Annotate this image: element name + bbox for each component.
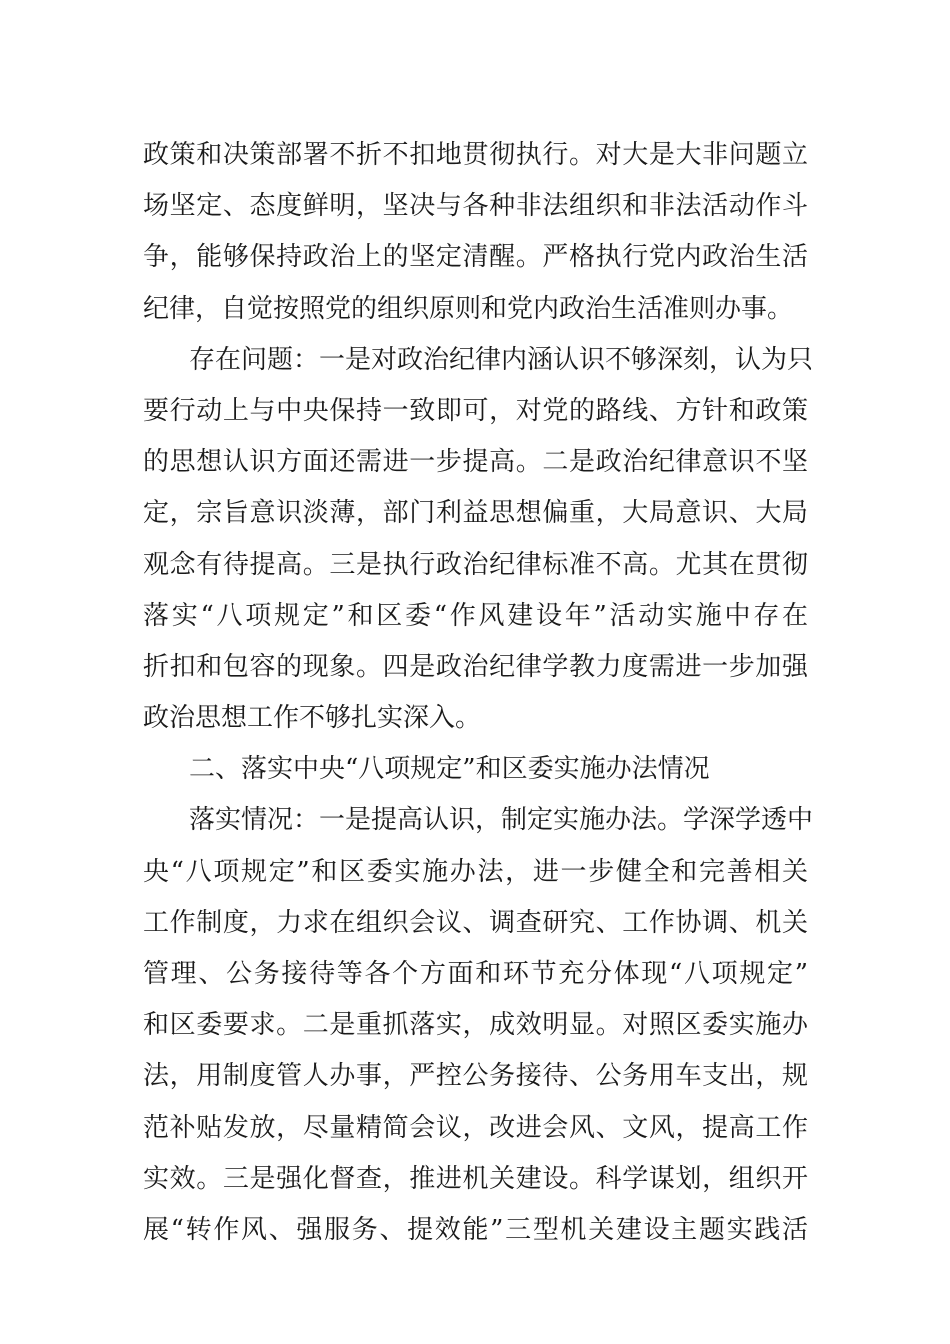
- text-line: 范补贴发放，尽量精简会议，改进会风、文风，提高工作: [143, 1112, 808, 1143]
- text-line: 实效。三是强化督查，推进机关建设。科学谋划，组织开: [143, 1163, 808, 1194]
- text-line: 展“转作风、强服务、提效能”三型机关建设主题实践活: [143, 1214, 808, 1245]
- text-line: 要行动上与中央保持一致即可，对党的路线、方针和政策: [143, 395, 808, 426]
- text-line: 折扣和包容的现象。四是政治纪律学教力度需进一步加强: [143, 651, 808, 682]
- text-line: 央“八项规定”和区委实施办法，进一步健全和完善相关: [143, 856, 808, 887]
- text-line: 管理、公务接待等各个方面和环节充分体现“八项规定”: [143, 959, 808, 989]
- document-body: [143, 130, 814, 1256]
- text-line: 纪律，自觉按照党的组织原则和党内政治生活准则办事。: [143, 293, 794, 324]
- text-line: 法，用制度管人办事，严控公务接待、公务用车支出，规: [143, 1061, 808, 1092]
- text-line: 定，宗旨意识淡薄，部门利益思想偏重，大局意识、大局: [143, 498, 808, 529]
- text-line: 观念有待提高。三是执行政治纪律标准不高。尤其在贯彻: [143, 549, 808, 580]
- paragraph-first-line: 存在问题：一是对政治纪律内涵认识不够深刻，认为只: [189, 344, 814, 375]
- text-line: 的思想认识方面还需进一步提高。二是政治纪律意识不坚: [143, 447, 808, 478]
- text-line: 场坚定、态度鲜明，坚决与各种非法组织和非法活动作斗: [143, 191, 808, 222]
- text-line: 政策和决策部署不折不扣地贯彻执行。对大是大非问题立: [143, 140, 808, 170]
- text-line: 政治思想工作不够扎实深入。: [143, 703, 482, 734]
- text-line: 工作制度，力求在组织会议、调查研究、工作协调、机关: [143, 907, 808, 938]
- section-heading: 二、落实中央“八项规定”和区委实施办法情况: [189, 754, 710, 785]
- text-line: 争，能够保持政治上的坚定清醒。严格执行党内政治生活: [143, 242, 808, 273]
- text-line: 和区委要求。二是重抓落实，成效明显。对照区委实施办: [143, 1010, 808, 1041]
- text-line: 落实“八项规定”和区委“作风建设年”活动实施中存在: [143, 600, 808, 631]
- paragraph-first-line: 落实情况：一是提高认识，制定实施办法。学深学透中: [189, 805, 814, 836]
